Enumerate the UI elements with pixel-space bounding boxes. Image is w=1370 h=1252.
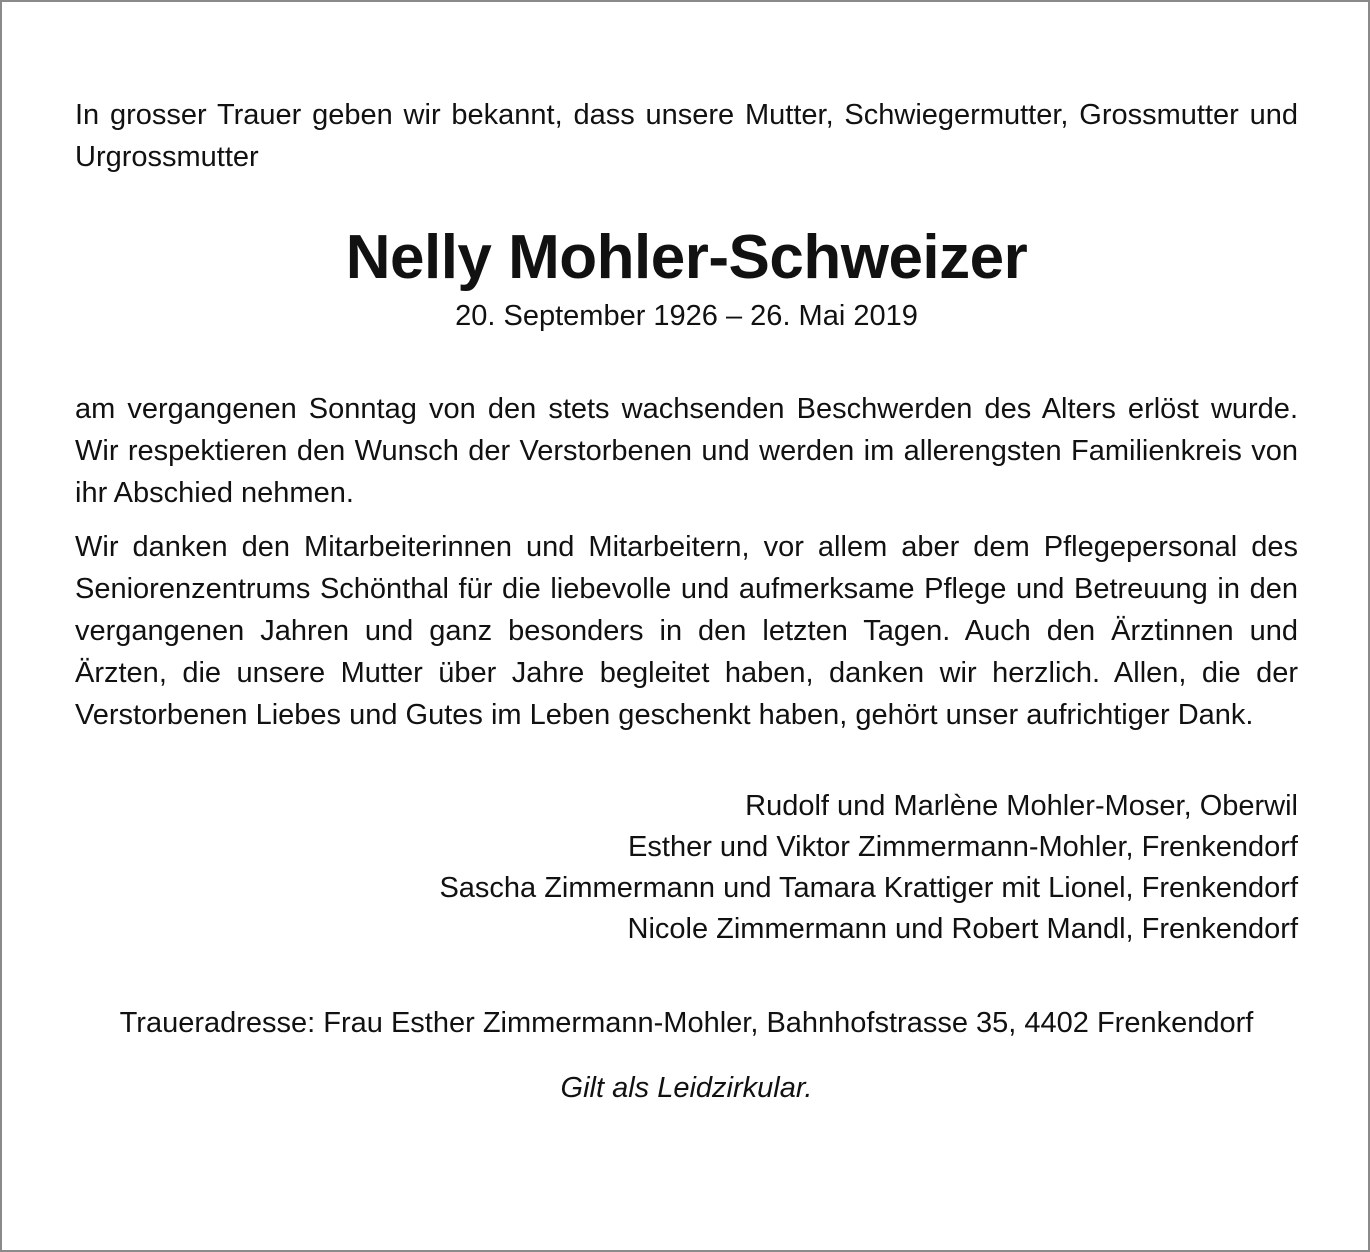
- intro-text: In grosser Trauer geben wir bekannt, dass unsere Mutter, Schwiegermutter, Grossmutter und Urgrossmutter: [75, 99, 1298, 173]
- circular-note: Gilt als Leidzirkular.: [560, 1072, 813, 1104]
- thanks-paragraph: Wir danken den Mitarbeiterinnen und Mitarbeitern, vor allem aber dem Pflegepersonal des Seniorenzentrums Schönthal für die liebevolle und aufmerksame Pflege und Betreuung in den vergangenen Jahren und ganz besonders in den letzten Tagen. Auch den Ärztinnen und Ärzten, die unsere Mutter über Jahre begleitet haben, danken wir herzlich. Allen, die der Verstorbenen Liebes und Gutes im Leben geschenkt haben, gehört unser aufrichtiger Dank.: [75, 531, 1298, 731]
- signers-list: [75, 786, 1298, 950]
- signer-line: Esther und Viktor Zimmermann-Mohler, Frenkendorf: [628, 831, 1298, 863]
- signer-line: Sascha Zimmermann und Tamara Krattiger mit Lionel, Frenkendorf: [439, 872, 1298, 904]
- deceased-name: Nelly Mohler-Schweizer: [345, 223, 1028, 292]
- signer-line: Nicole Zimmermann und Robert Mandl, Frenkendorf: [627, 913, 1298, 945]
- notice-content: [75, 90, 1298, 1108]
- signer-line: Rudolf und Marlène Mohler-Moser, Oberwil: [745, 790, 1298, 822]
- life-dates: 20. September 1926 – 26. Mai 2019: [455, 300, 918, 332]
- mourning-address: Traueradresse: Frau Esther Zimmermann-Mohler, Bahnhofstrasse 35, 4402 Frenkendorf: [119, 1007, 1254, 1039]
- announcement-paragraph: am vergangenen Sonntag von den stets wachsenden Beschwerden des Alters erlöst wurde. Wir respektieren den Wunsch der Verstorbenen und werden im allerengsten Familienkreis von ihr Abschied nehmen.: [75, 393, 1298, 509]
